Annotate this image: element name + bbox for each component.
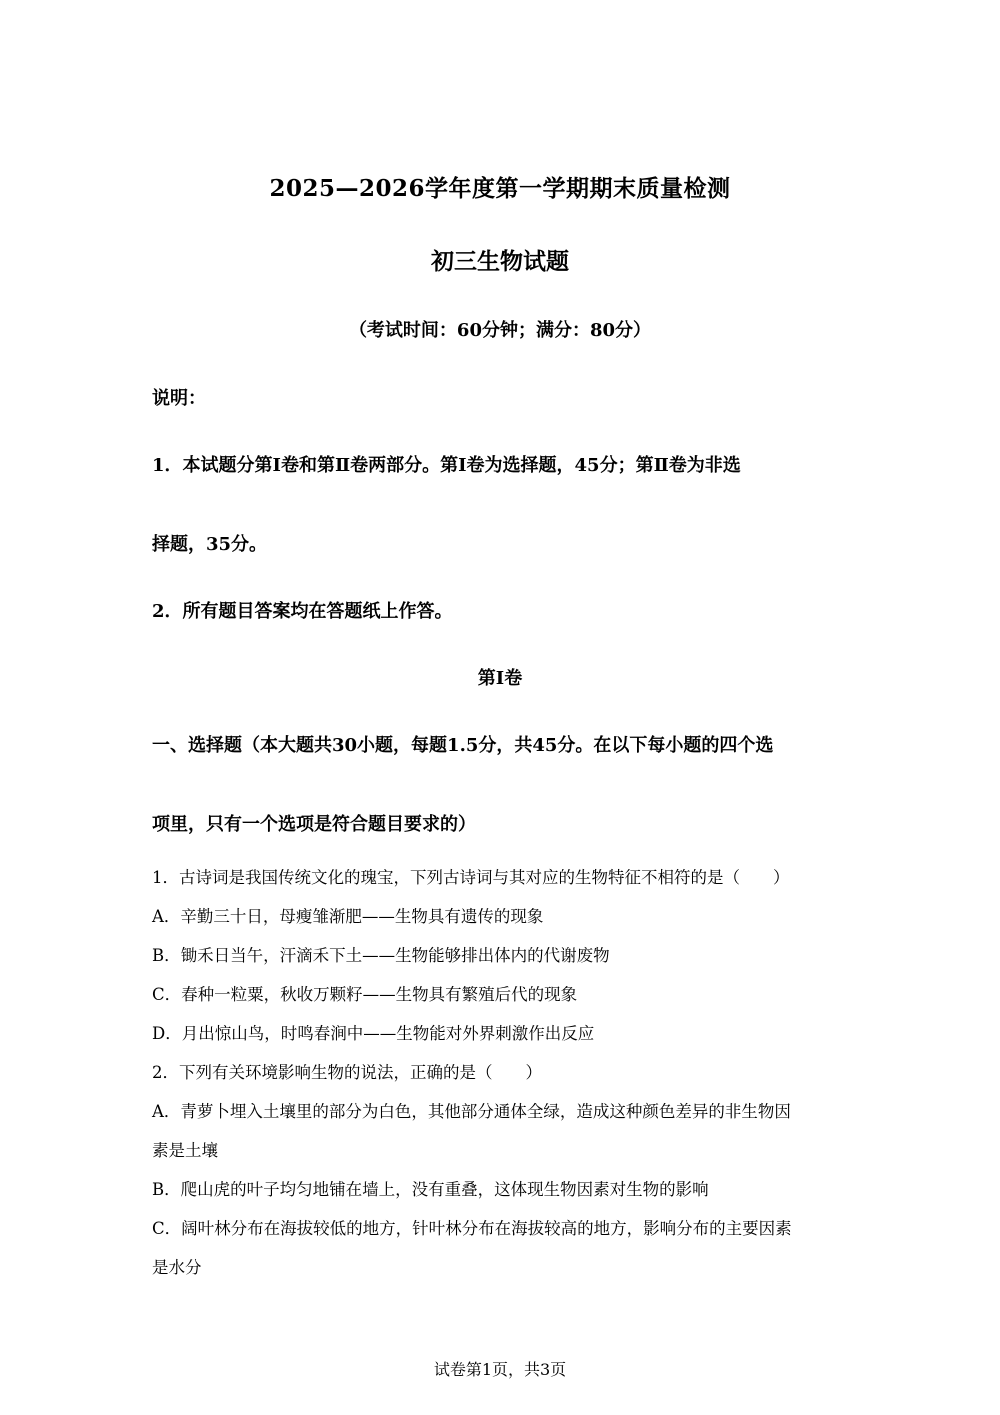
question-2-option-c-line-2: 是水分 — [152, 1258, 202, 1277]
volume-1-heading: 第Ⅰ卷 — [477, 668, 523, 689]
question-1-option-a: A．辛勤三十日，母瘦雏渐肥——生物具有遗传的现象 — [152, 907, 544, 926]
question-1-option-c: C．春种一粒粟，秋收万颗籽——生物具有繁殖后代的现象 — [152, 985, 578, 1004]
question-2-option-b: B．爬山虎的叶子均匀地铺在墙上，没有重叠，这体现生物因素对生物的影响 — [152, 1180, 709, 1199]
exam-title: 2025—2026学年度第一学期期末质量检测 — [269, 175, 731, 202]
question-1-option-b: B．锄禾日当午，汗滴禾下土——生物能够排出体内的代谢废物 — [152, 946, 610, 965]
instruction-item-1-line-2: 择题，35分。 — [152, 534, 268, 555]
question-1-option-d: D．月出惊山鸟，时鸣春涧中——生物能对外界刺激作出反应 — [152, 1024, 595, 1043]
question-2-option-c-line-1: C．阔叶林分布在海拔较低的地方，针叶林分布在海拔较高的地方，影响分布的主要因素 — [152, 1219, 792, 1238]
question-2-option-a-line-1: A．青萝卜埋入土壤里的部分为白色，其他部分通体全绿，造成这种颜色差异的非生物因 — [152, 1102, 791, 1121]
instruction-item-1-line-1: 1．本试题分第Ⅰ卷和第Ⅱ卷两部分。第Ⅰ卷为选择题，45分；第Ⅱ卷为非选 — [152, 455, 741, 476]
section-1-heading-line-1: 一、选择题（本大题共30小题，每题1.5分，共45分。在以下每小题的四个选 — [152, 735, 774, 756]
section-1-heading-line-2: 项里，只有一个选项是符合题目要求的） — [152, 814, 476, 835]
exam-subtitle: 初三生物试题 — [431, 248, 569, 275]
instructions-heading: 说明： — [152, 388, 206, 409]
exam-info: （考试时间：60分钟；满分：80分） — [348, 320, 652, 341]
question-2-stem: 2．下列有关环境影响生物的说法，正确的是（ ） — [152, 1063, 542, 1082]
page-footer: 试卷第1页，共3页 — [433, 1360, 567, 1379]
instruction-item-2: 2．所有题目答案均在答题纸上作答。 — [152, 601, 453, 622]
question-1-stem: 1．古诗词是我国传统文化的瑰宝，下列古诗词与其对应的生物特征不相符的是（ ） — [152, 868, 790, 887]
question-2-option-a-line-2: 素是土壤 — [152, 1141, 218, 1160]
